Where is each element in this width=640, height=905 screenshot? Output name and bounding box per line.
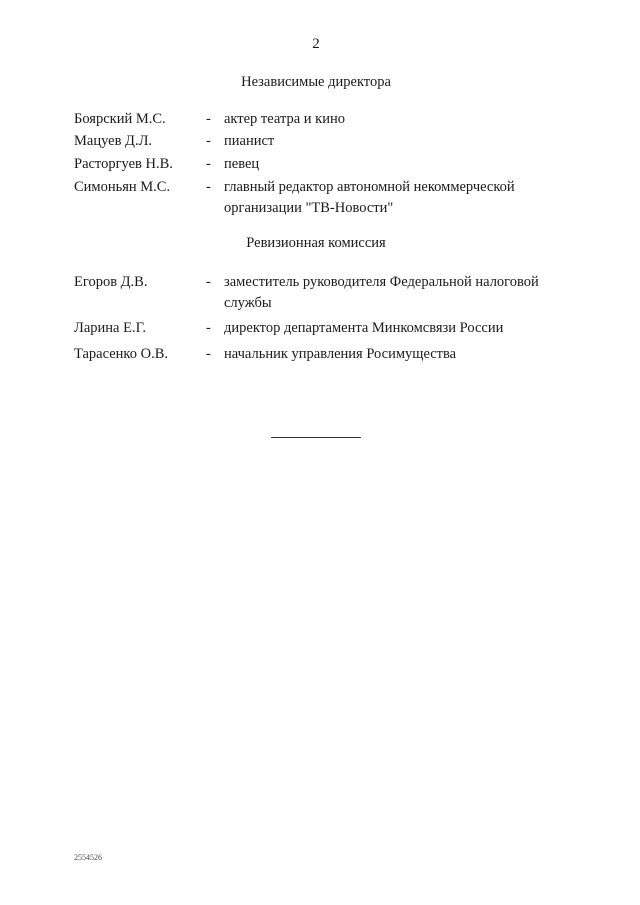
page-number: 2 <box>312 36 320 52</box>
end-separator-line <box>271 437 361 438</box>
section-heading-independent-directors: Независимые директора <box>241 74 391 90</box>
entry-name: Симоньян М.С. <box>74 179 171 195</box>
entry-description: главный редактор автономной некоммерческой организации "ТВ-Новости" <box>224 179 515 216</box>
entry-dash: - <box>206 156 211 172</box>
entry-name: Тарасенко О.В. <box>74 346 169 362</box>
entry-dash: - <box>206 346 211 362</box>
entry-description: певец <box>224 156 260 172</box>
entry-description: директор департамента Минкомсвязи России <box>224 320 504 336</box>
entry-dash: - <box>206 133 211 149</box>
entry-name: Боярский М.С. <box>74 111 166 127</box>
entry-dash: - <box>206 320 211 336</box>
entry-name: Ларина Е.Г. <box>74 320 146 336</box>
entry-dash: - <box>206 274 211 290</box>
entry-description: актер театра и кино <box>224 111 345 127</box>
section-heading-audit-commission: Ревизионная комиссия <box>246 235 386 251</box>
entry-description: заместитель руководителя Федеральной налоговой службы <box>224 274 539 311</box>
document-code: 2554526 <box>74 853 102 862</box>
entry-name: Мацуев Д.Л. <box>74 133 153 149</box>
entry-description: пианист <box>224 133 275 149</box>
entry-name: Расторгуев Н.В. <box>74 156 173 172</box>
entry-description: начальник управления Росимущества <box>224 346 457 362</box>
entry-dash: - <box>206 179 211 195</box>
entry-dash: - <box>206 111 211 127</box>
entry-name: Егоров Д.В. <box>74 274 148 290</box>
